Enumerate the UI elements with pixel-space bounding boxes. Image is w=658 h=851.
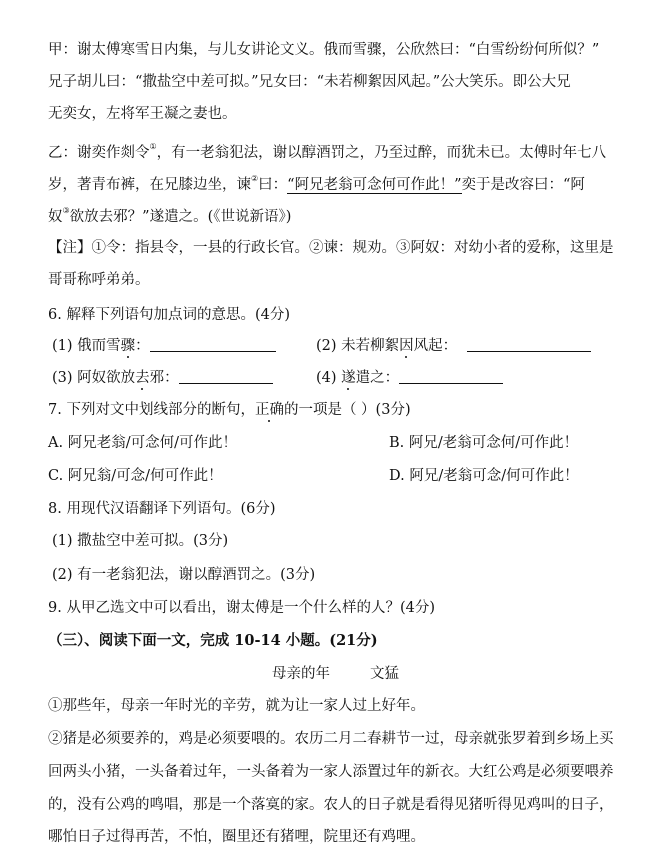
- answer-blank[interactable]: [467, 351, 591, 352]
- q-text: (3) 阿奴欲放: [52, 370, 136, 386]
- q-text: (2) 未若柳絮: [316, 338, 400, 354]
- passage-yi-line-1: [48, 143, 606, 163]
- section-3-heading: （三）、阅读下面一文，完成 10-14 小题。(21分): [48, 632, 378, 649]
- yi-text: 奴: [48, 209, 63, 225]
- option-b[interactable]: B. 阿兄/老翁可念何/可作此！: [389, 435, 579, 451]
- q-text: 风起：: [413, 338, 458, 354]
- question-8-item-1: (1) 撒盐空中差可拟。(3分): [52, 533, 229, 549]
- notes-line-2: 哥哥称呼弟弟。: [48, 272, 150, 288]
- question-6-stem: 6. 解释下列语句加点词的意思。(4分): [48, 307, 290, 323]
- essay-paragraph-1: ①那些年，母亲一年时光的辛劳，就为让一家人过上好年。: [48, 698, 425, 714]
- passage-yi-line-3: [48, 207, 291, 227]
- yi-text: 奕于是改容曰：“阿: [461, 177, 585, 193]
- yi-text: 乙：谢奕作剡令: [48, 145, 150, 161]
- question-7-stem: [48, 400, 411, 420]
- q-text: 7. 下列对文中划线部分的断句，: [48, 402, 255, 418]
- footnote-mark: ①: [149, 142, 157, 151]
- answer-blank[interactable]: [179, 383, 273, 384]
- question-6-item-1: [52, 336, 276, 356]
- footnote-mark: ②: [251, 174, 259, 183]
- yi-text: ，有一老翁犯法，谢以醇酒罚之，乃至过醉，而犹未已。太傅时年七八: [156, 145, 607, 161]
- question-9-stem: 9. 从甲乙选文中可以看出，谢太傅是一个什么样的人？(4分): [48, 600, 435, 616]
- q-text: (4): [316, 370, 342, 386]
- dotted-word: 去: [135, 370, 150, 386]
- question-8-stem: 8. 用现代汉语翻译下列语句。(6分): [48, 501, 276, 517]
- yi-text: 欲放去邪？”遂遣之。(《世说新语》): [69, 209, 292, 225]
- underlined-sentence: “阿兄老翁可念何可作此！”: [287, 177, 462, 193]
- essay-paragraph-2-line-1: ②猪是必须要养的，鸡是必须要喂的。农历二月二春耕节一过，母亲就张罗着到乡场上买: [48, 731, 614, 747]
- q-text: 遣之：: [355, 370, 400, 386]
- dotted-word: 骤: [120, 338, 136, 354]
- answer-blank[interactable]: [399, 383, 503, 384]
- dotted-word: 正确: [254, 402, 284, 418]
- yi-text: 曰：: [258, 177, 288, 193]
- option-d[interactable]: D. 阿兄/老翁可念/何可作此！: [389, 468, 579, 484]
- q-text: (1) 俄而雪: [52, 338, 121, 354]
- question-6-item-3: [52, 368, 273, 388]
- passage-jia-line-1: 甲：谢太傅寒雪日内集，与儿女讲论文义。俄而雪骤，公欣然曰：“白雪纷纷何所似？”: [48, 42, 600, 58]
- answer-blank[interactable]: [150, 351, 276, 352]
- essay-paragraph-2-line-3: 的，没有公鸡的鸣唱，那是一个落寞的家。农人的日子就是看得见猪听得见鸡叫的日子，: [48, 797, 614, 813]
- essay-title: 母亲的年: [272, 666, 330, 682]
- footnote-mark: ③: [62, 206, 70, 215]
- notes-line-1: 【注】①令：指县令，一县的行政长官。②谏：规劝。③阿奴：对幼小者的爱称，这里是: [48, 240, 614, 256]
- dotted-word: 遂: [341, 370, 356, 386]
- dotted-word: 因: [399, 338, 414, 354]
- passage-jia-line-3: 无奕女，左将军王凝之妻也。: [48, 106, 237, 122]
- question-6-item-2: [316, 336, 591, 356]
- essay-paragraph-2-line-2: 回两头小猪，一头备着过年，一头备着为一家人添置过年的新衣。大红公鸡是必须要喂养: [48, 764, 614, 780]
- question-6-item-4: [316, 368, 503, 388]
- q-text: 邪：: [149, 370, 179, 386]
- option-c[interactable]: C. 阿兄翁/可念/何可作此！: [48, 468, 223, 484]
- q-text: 的一项是（ ）(3分): [283, 402, 411, 418]
- yi-text: 岁，著青布裤，在兄膝边坐，谏: [48, 177, 251, 193]
- essay-author: 文猛: [370, 666, 399, 682]
- passage-jia-line-2: 兄子胡儿曰：“撒盐空中差可拟。”兄女曰：“未若柳絮因风起。”公大笑乐。即公大兄: [48, 74, 571, 90]
- essay-paragraph-2-line-4: 哪怕日子过得再苦，不怕，圈里还有猪哩，院里还有鸡哩。: [48, 829, 425, 845]
- passage-yi-line-2: [48, 175, 585, 195]
- q-text: ：: [135, 338, 150, 354]
- question-8-item-2: (2) 有一老翁犯法，谢以醇酒罚之。(3分): [52, 567, 316, 583]
- option-a[interactable]: A. 阿兄老翁/可念何/可作此！: [48, 435, 237, 451]
